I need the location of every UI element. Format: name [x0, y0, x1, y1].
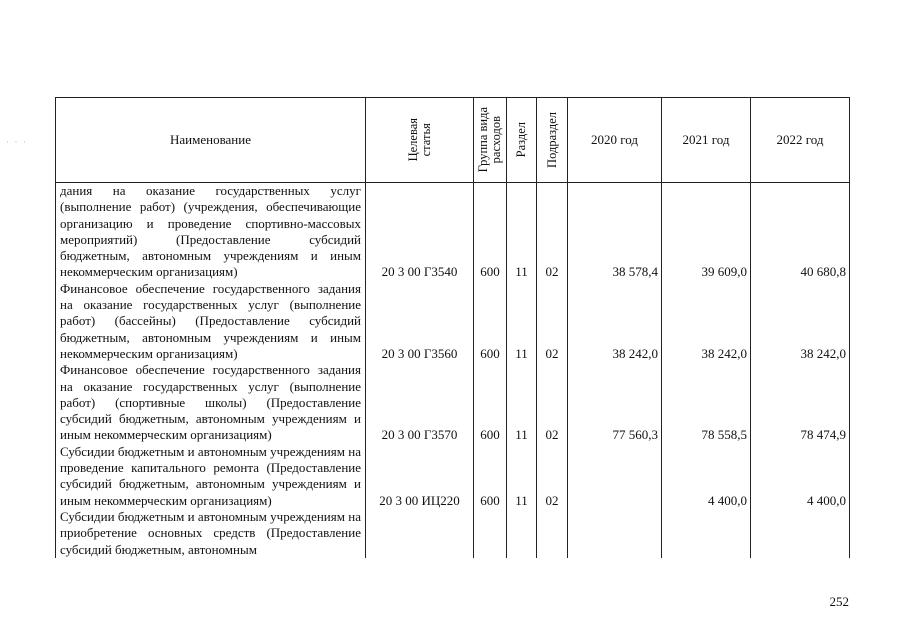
row-code [366, 509, 474, 558]
header-2021: 2021 год [662, 98, 751, 183]
row-2022: 38 242,0 [751, 281, 850, 362]
row-section: 11 [507, 362, 537, 443]
row-name: Финансовое обеспечение государственного задания на оказание государственных услуг (выполнение работ) (спортивные школы) (Предоставление субсидий бюджетным, автономным учреждениям и иным некоммерческим организациям) [56, 362, 366, 443]
row-2021: 78 558,5 [662, 362, 751, 443]
scan-artifact: · · · [6, 138, 28, 147]
row-2020: 38 242,0 [568, 281, 662, 362]
table-header-row [56, 98, 850, 183]
table-row [56, 281, 850, 362]
row-name: Финансовое обеспечение государственного задания на оказание государственных услуг (выполнение работ) (бассейны) (Предоставление субсидий бюджетным, автономным учреждениям и иным некоммерческим организациям) [56, 281, 366, 362]
row-2021: 38 242,0 [662, 281, 751, 362]
row-code: 20 3 00 Г3560 [366, 281, 474, 362]
row-name: Субсидии бюджетным и автономным учреждениям на проведение капитального ремонта (Предоставление субсидий бюджетным, автономным учреждениям и иным некоммерческим организациям) [56, 444, 366, 509]
budget-table [55, 97, 850, 558]
header-2022: 2022 год [751, 98, 850, 183]
row-group [474, 509, 507, 558]
row-code: 20 3 00 Г3570 [366, 362, 474, 443]
row-code: 20 3 00 ИЦ220 [366, 444, 474, 509]
row-group: 600 [474, 444, 507, 509]
header-2020: 2020 год [568, 98, 662, 183]
table-row [56, 444, 850, 509]
header-subsection: Подраздел [537, 98, 568, 183]
header-section: Раздел [507, 98, 537, 183]
row-2021 [662, 509, 751, 558]
row-subsection: 02 [537, 183, 568, 281]
row-2020: 77 560,3 [568, 362, 662, 443]
row-2022: 4 400,0 [751, 444, 850, 509]
header-name: Наименование [56, 98, 366, 183]
row-2022: 78 474,9 [751, 362, 850, 443]
table-row [56, 362, 850, 443]
row-2020: 38 578,4 [568, 183, 662, 281]
row-group: 600 [474, 362, 507, 443]
row-2022: 40 680,8 [751, 183, 850, 281]
row-subsection [537, 509, 568, 558]
page-number: 252 [829, 594, 849, 609]
row-name: Субсидии бюджетным и автономным учреждениям на приобретение основных средств (Предоставление субсидий бюджетным, автономным [56, 509, 366, 558]
header-target-article: Целевая статья [366, 98, 474, 183]
row-2021: 39 609,0 [662, 183, 751, 281]
row-section: 11 [507, 444, 537, 509]
row-group: 600 [474, 281, 507, 362]
row-2020 [568, 509, 662, 558]
row-name: дания на оказание государственных услуг (выполнение работ) (учреждения, обеспечивающие организацию и проведение спортивно-массовых мероприятий) (Предоставление субсидий бюджетным, автономным учреждениям и иным некоммерческим организациям) [56, 183, 366, 281]
row-2022 [751, 509, 850, 558]
row-subsection: 02 [537, 281, 568, 362]
row-section: 11 [507, 281, 537, 362]
row-2021: 4 400,0 [662, 444, 751, 509]
row-section [507, 509, 537, 558]
table-row [56, 183, 850, 281]
row-code: 20 3 00 Г3540 [366, 183, 474, 281]
header-expense-group: Группа вида расходов [474, 98, 507, 183]
row-group: 600 [474, 183, 507, 281]
row-2020 [568, 444, 662, 509]
row-subsection: 02 [537, 444, 568, 509]
row-section: 11 [507, 183, 537, 281]
row-subsection: 02 [537, 362, 568, 443]
table-row [56, 509, 850, 558]
